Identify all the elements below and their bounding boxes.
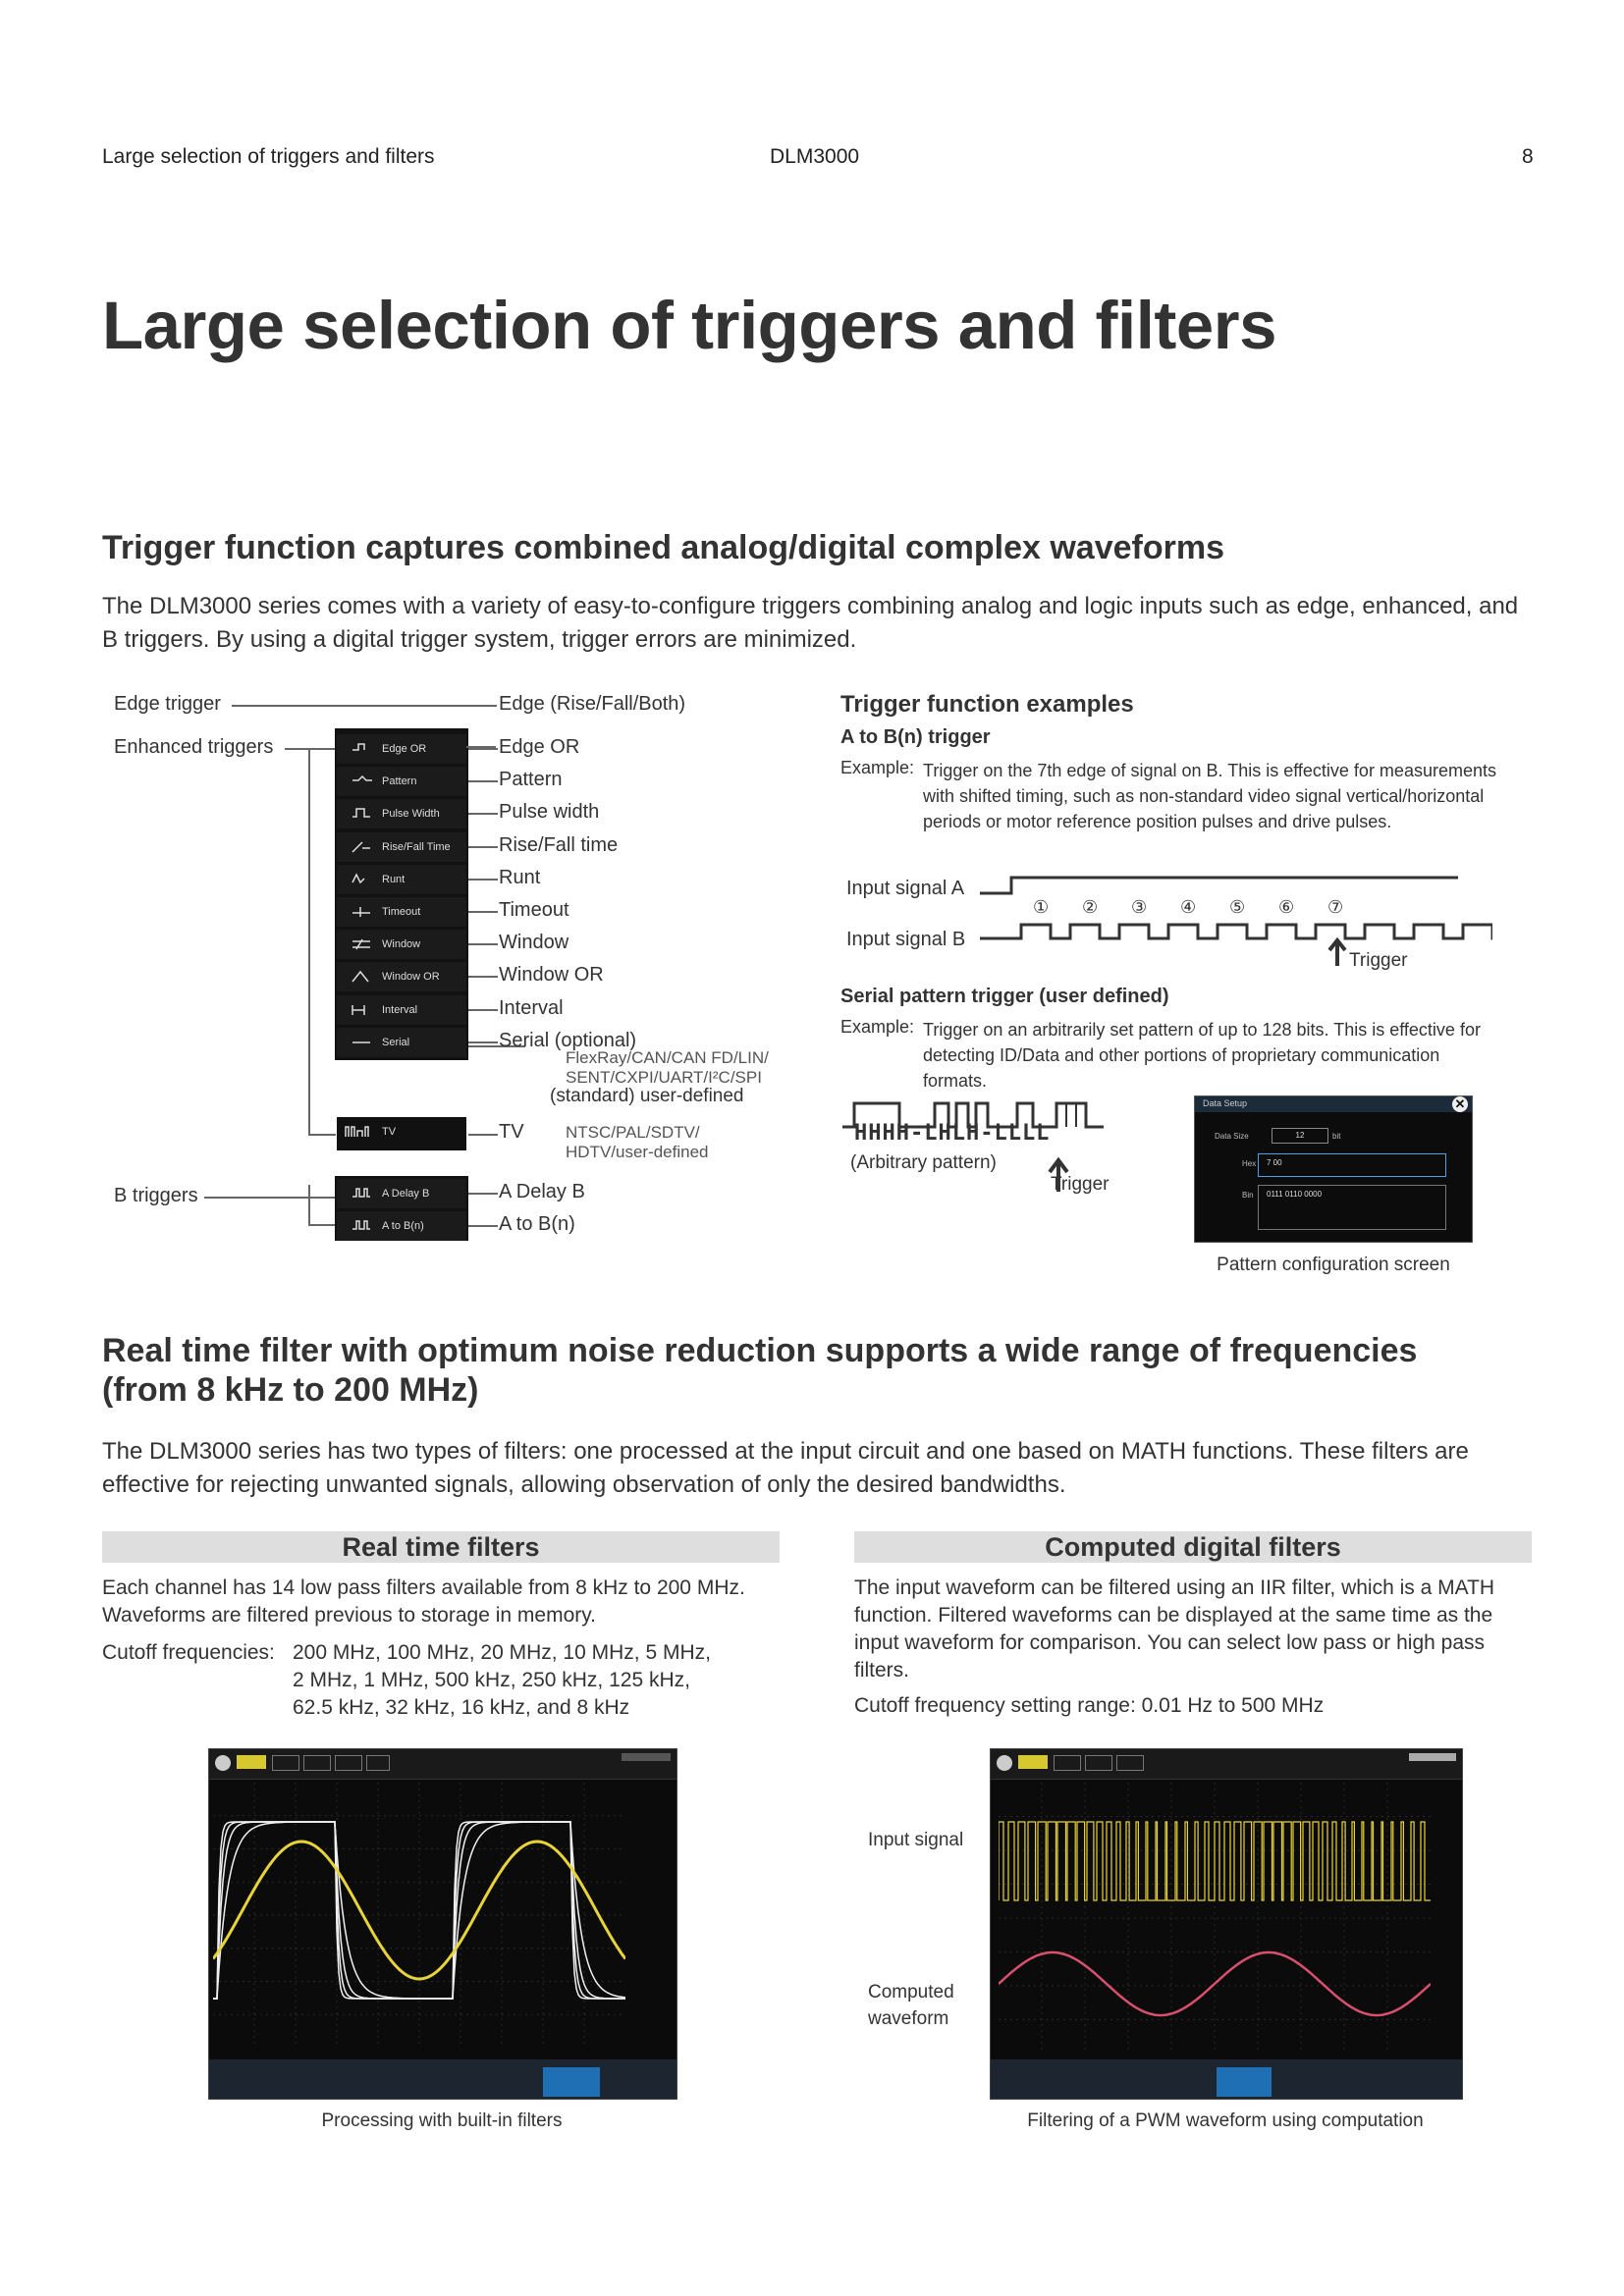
pattern-caption: (Arbitrary pattern): [850, 1152, 997, 1173]
computed-caption: Filtering of a PWM waveform using computation: [1027, 2110, 1424, 2131]
data-size-field[interactable]: 12: [1272, 1128, 1328, 1144]
computed-filter-screenshot: [990, 1748, 1463, 2100]
trigger-button-2: Pattern: [337, 767, 466, 796]
atob-example-label: Example:: [840, 758, 915, 777]
signal-a-trace: [980, 878, 1458, 893]
edge-number-2: ②: [1082, 897, 1099, 918]
atob-timing-diagram: [972, 864, 1492, 972]
edge-number-5: ⑤: [1229, 897, 1246, 918]
b-triggers-label: B triggers: [114, 1185, 198, 1206]
bin-label: Bin: [1242, 1191, 1254, 1200]
serial-note-3: (standard) user-defined: [550, 1086, 744, 1106]
filter-setup-softkey[interactable]: [1217, 2067, 1272, 2097]
cutoff-line-1: 200 MHz, 100 MHz, 20 MHz, 10 MHz, 5 MHz,: [293, 1641, 711, 1664]
close-icon[interactable]: ✕: [1452, 1096, 1468, 1112]
pattern-config-screen: [1194, 1095, 1473, 1243]
b-trigger-button-2: A to B(n): [337, 1211, 466, 1241]
cutoff-line-3: 62.5 kHz, 32 kHz, 16 kHz, and 8 kHz: [293, 1696, 630, 1719]
trigger-button-3: Pulse Width: [337, 799, 466, 828]
input-b-label: Input signal B: [846, 929, 966, 950]
page-title: Large selection of triggers and filters: [102, 288, 1276, 363]
input-signal-label: Input signal: [868, 1830, 964, 1850]
tv-waveform-icon: [345, 1123, 378, 1141]
filter-intro: The DLM3000 series has two types of filters: one processed at the input circuit and one based on MATH functions. These filters are effective for rejecting unwanted signals, allowing observation of only the desired bandwidths.: [102, 1438, 1469, 1498]
tv-item-label: TV: [499, 1121, 524, 1143]
yokogawa-logo-icon: [215, 1755, 231, 1771]
trigger-heading: Trigger function captures combined analog/digital complex waveforms: [102, 529, 1225, 566]
atob-trigger-label: Trigger: [1349, 950, 1408, 971]
scope-top-bar: [209, 1749, 677, 1780]
trigger-button-4: Rise/Fall Time: [337, 832, 466, 862]
trigger-type-icon: [345, 773, 378, 790]
computed-sine-trace: [999, 1952, 1431, 2015]
pattern-trigger-label: Trigger: [1051, 1174, 1110, 1195]
cutoff-label: Cutoff frequencies:: [102, 1641, 275, 1664]
trigger-item-10: Serial (optional): [499, 1029, 637, 1051]
scope2-softkey-bar: [991, 2059, 1462, 2099]
trigger-button-7: Window: [337, 930, 466, 959]
bandwidth-softkey[interactable]: [543, 2067, 600, 2097]
edge-trigger-label: Edge trigger: [114, 693, 221, 715]
scope2-top-bar: [991, 1749, 1462, 1780]
pwm-trace: [999, 1822, 1431, 1900]
cutoff-line-2: 2 MHz, 1 MHz, 500 kHz, 250 kHz, 125 kHz,: [293, 1669, 690, 1691]
computed-text: The input waveform can be filtered using an IIR filter, which is a MATH function. Filtered waveforms can be displayed at the same time as the input waveform for comparison. You can select low pass or high pass filters.: [854, 1576, 1495, 1682]
edge-number-7: ⑦: [1327, 897, 1344, 918]
edge-number-6: ⑥: [1278, 897, 1295, 918]
trigger-button-1: Edge OR: [337, 734, 466, 764]
atob-example-text: Trigger on the 7th edge of signal on B. This is effective for measurements with shifted timing, such as non-standard video signal vertical/horizontal periods or motor reference position pulses and drive pulses.: [923, 761, 1496, 831]
data-size-label: Data Size: [1215, 1132, 1249, 1141]
trigger-item-8: Window OR: [499, 964, 604, 987]
yokogawa-logo-icon: [997, 1755, 1012, 1771]
trigger-type-icon: [345, 740, 378, 758]
trigger-item-4: Rise/Fall time: [499, 833, 619, 856]
computed-filters-title: Computed digital filters: [854, 1531, 1532, 1563]
computed-range: Cutoff frequency setting range: 0.01 Hz to 500 MHz: [854, 1694, 1325, 1717]
running-header-product: DLM3000: [770, 145, 860, 168]
realtime-filters-title: Real time filters: [102, 1531, 780, 1563]
tv-note-1: NTSC/PAL/SDTV/: [566, 1123, 700, 1142]
b-item-2: A to B(n): [499, 1213, 575, 1235]
trigger-button-6: Timeout: [337, 897, 466, 927]
serial-example-label: Example:: [840, 1017, 915, 1037]
serial-example-text: Trigger on an arbitrarily set pattern of up to 128 bits. This is effective for detecting ID/Data and other portions of proprietary communication formats.: [923, 1020, 1481, 1091]
trigger-type-icon: [345, 968, 378, 986]
enhanced-triggers-label: Enhanced triggers: [114, 736, 274, 758]
b-trigger-icon: [345, 1217, 378, 1235]
screen-caption: Pattern configuration screen: [1217, 1255, 1450, 1275]
trigger-type-icon: [345, 1001, 378, 1019]
trigger-button-9: Interval: [337, 995, 466, 1025]
tv-note-2: HDTV/user-defined: [566, 1143, 709, 1161]
computed-waveform-label: Computed waveform: [868, 1982, 954, 2029]
realtime-caption: Processing with built-in filters: [321, 2110, 563, 2131]
trigger-arrow-icon: [1329, 940, 1345, 966]
trigger-type-icon: [345, 871, 378, 888]
realtime-waveform-plot: [213, 1783, 625, 2048]
serial-pattern-title: Serial pattern trigger (user defined): [840, 986, 1169, 1007]
trigger-item-3: Pulse width: [499, 801, 600, 824]
hex-field[interactable]: 7 00: [1258, 1153, 1446, 1177]
trigger-item-5: Runt: [499, 866, 541, 888]
trigger-item-9: Interval: [499, 996, 564, 1019]
trigger-button-8: Window OR: [337, 962, 466, 991]
data-size-unit: bit: [1332, 1132, 1341, 1141]
realtime-filter-screenshot: [208, 1748, 677, 2100]
trigger-type-icon: [345, 805, 378, 823]
trigger-type-icon: [345, 935, 378, 953]
edge-number-3: ③: [1131, 897, 1148, 918]
b-trigger-button-1: A Delay B: [337, 1179, 466, 1208]
page-number: 8: [1522, 145, 1534, 168]
trigger-item-7: Window: [499, 932, 569, 954]
trigger-type-icon: [345, 1034, 378, 1051]
tv-button: TV: [337, 1117, 466, 1150]
edge-number-4: ④: [1180, 897, 1197, 918]
edge-item-label: Edge (Rise/Fall/Both): [499, 693, 686, 715]
input-a-label: Input signal A: [846, 878, 965, 899]
computed-waveform-plot: [999, 1783, 1431, 2054]
edge-number-1: ①: [1033, 897, 1050, 918]
running-header-section: Large selection of triggers and filters: [102, 145, 435, 168]
b-item-1: A Delay B: [499, 1181, 585, 1202]
filter-heading: Real time filter with optimum noise reduction supports a wide range of frequencies (from 8 kHz to 200 MHz): [102, 1332, 1418, 1410]
pattern-text: HHHH-LHLH-LLLL: [854, 1121, 1051, 1146]
trigger-type-icon: [345, 838, 378, 856]
hex-label: Hex: [1242, 1159, 1257, 1168]
trigger-item-6: Timeout: [499, 899, 569, 921]
trigger-button-10: Serial: [337, 1028, 466, 1057]
realtime-text: Each channel has 14 low pass filters available from 8 kHz to 200 MHz. Waveforms are filtered previous to storage in memory.: [102, 1576, 745, 1627]
examples-title: Trigger function examples: [840, 691, 1134, 718]
trigger-item-1: Edge OR: [499, 736, 580, 758]
scope-softkey-bar: [209, 2059, 677, 2099]
bin-field[interactable]: 0111 0110 0000: [1258, 1185, 1446, 1230]
trigger-intro: The DLM3000 series comes with a variety of easy-to-configure triggers combining analog and logic inputs such as edge, enhanced, and B triggers. By using a digital trigger system, trigger errors are minimized.: [102, 593, 1519, 653]
b-trigger-icon: [345, 1185, 378, 1202]
serial-note-1: FlexRay/CAN/CAN FD/LIN/: [566, 1048, 769, 1067]
sine-trace: [213, 1842, 625, 1979]
serial-note-2: SENT/CXPI/UART/I²C/SPI: [566, 1068, 762, 1087]
screen-title: Data Setup: [1203, 1098, 1248, 1108]
trigger-type-icon: [345, 903, 378, 921]
trigger-item-2: Pattern: [499, 769, 563, 791]
trigger-button-5: Runt: [337, 865, 466, 894]
atob-title: A to B(n) trigger: [840, 726, 991, 748]
signal-b-trace: [980, 925, 1492, 938]
